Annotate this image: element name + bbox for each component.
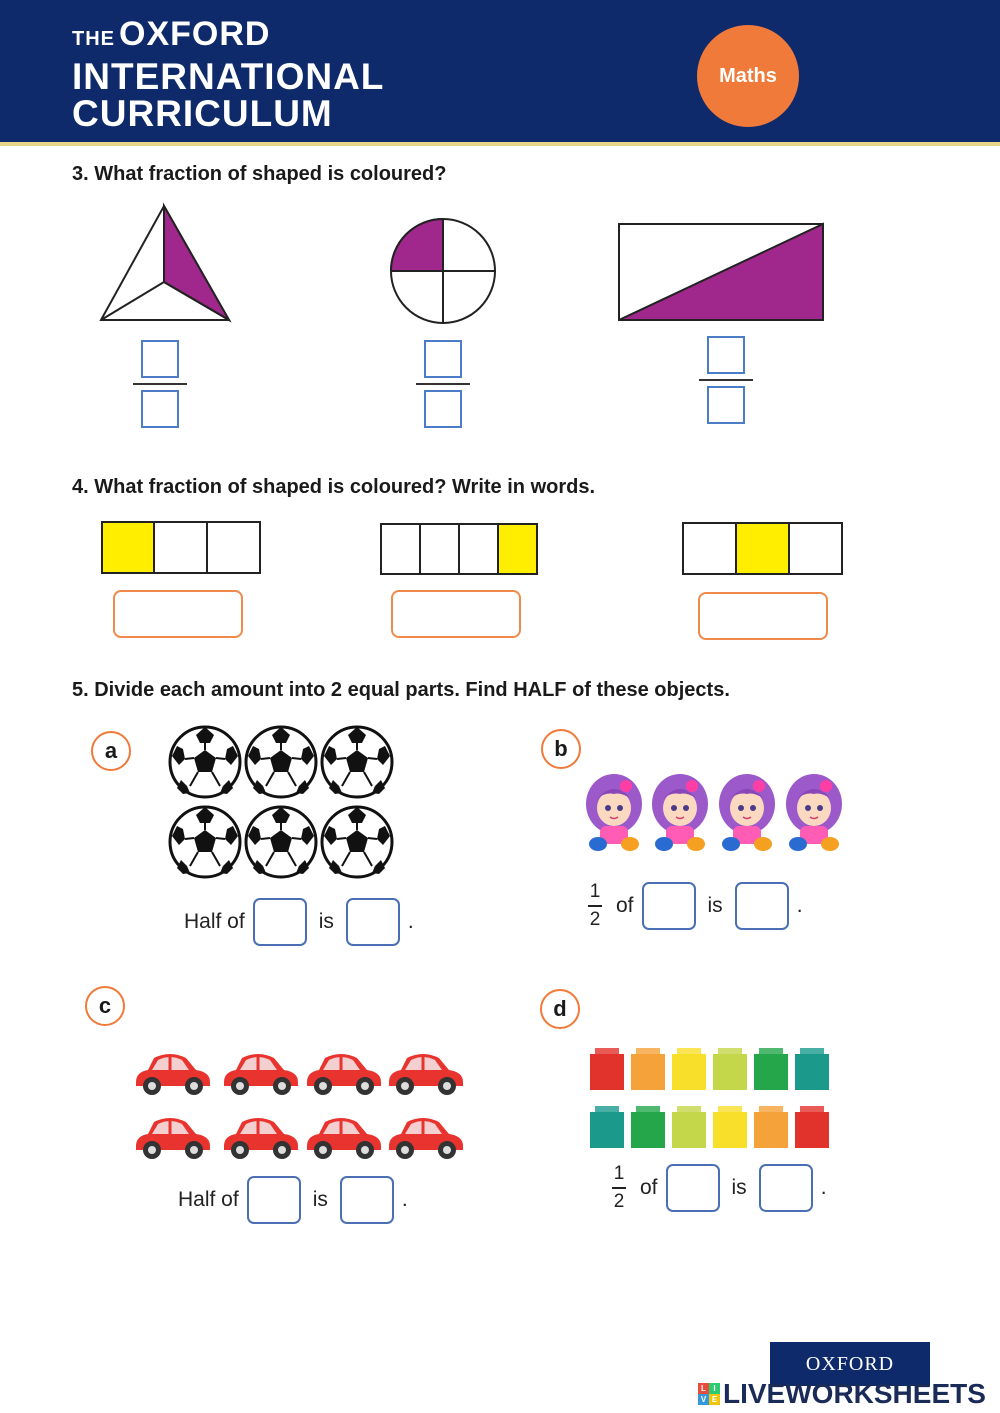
football-icon <box>246 727 316 797</box>
is-text: is <box>707 893 723 917</box>
car-icon <box>136 1054 210 1095</box>
liveworksheets-icon: L I V E <box>698 1383 720 1405</box>
period-text: . <box>407 910 414 933</box>
block-icon <box>754 1106 788 1148</box>
fraction-input-1 <box>133 340 187 432</box>
word-answer-input-3[interactable] <box>698 592 828 640</box>
blocks-group <box>588 1046 832 1150</box>
fraction-bar-2 <box>379 522 539 576</box>
numerator: 1 <box>589 881 601 902</box>
block-icon <box>631 1106 665 1148</box>
half-input[interactable] <box>340 1176 394 1224</box>
part-b-label: b <box>541 729 581 769</box>
numerator-input[interactable] <box>141 340 179 378</box>
half-of-text: Half of <box>184 910 245 933</box>
period-text: . <box>796 893 803 917</box>
question-5-title: 5. Divide each amount into 2 equal parts. Find HALF of these objects. <box>72 679 730 701</box>
is-text: is <box>731 1175 747 1199</box>
block-icon <box>672 1048 706 1090</box>
half-input[interactable] <box>735 882 789 930</box>
of-text: of <box>616 893 634 917</box>
header-banner <box>0 0 1000 146</box>
football-icon <box>322 807 392 877</box>
triangle-shape <box>98 202 232 324</box>
period-text: . <box>401 1188 408 1211</box>
one-half-fraction <box>588 881 602 931</box>
numerator: 1 <box>613 1163 625 1184</box>
block-icon <box>672 1106 706 1148</box>
doll-icon <box>786 774 842 851</box>
car-icon <box>307 1118 381 1159</box>
of-text: of <box>640 1175 658 1199</box>
total-input[interactable] <box>253 898 307 946</box>
car-icon <box>224 1054 298 1095</box>
part-a-sentence <box>184 898 414 946</box>
football-icon <box>170 807 240 877</box>
car-icon <box>224 1118 298 1159</box>
fraction-input-2 <box>416 340 470 432</box>
football-icon <box>246 807 316 877</box>
car-icon <box>389 1054 463 1095</box>
curriculum-logo <box>72 16 384 132</box>
liveworksheets-logo[interactable] <box>698 1378 986 1410</box>
block-icon <box>795 1106 829 1148</box>
half-input[interactable] <box>759 1164 813 1212</box>
block-icon <box>590 1048 624 1090</box>
fraction-bar <box>416 383 470 385</box>
denominator-input[interactable] <box>141 390 179 428</box>
numerator-input[interactable] <box>707 336 745 374</box>
denominator-input[interactable] <box>424 390 462 428</box>
doll-icon <box>652 774 708 851</box>
fraction-bar-1 <box>100 520 262 575</box>
total-input[interactable] <box>642 882 696 930</box>
part-b-sentence <box>588 881 803 931</box>
oxford-logo: OXFORD <box>770 1342 930 1386</box>
part-c-sentence <box>178 1176 408 1224</box>
block-icon <box>754 1048 788 1090</box>
question-4-title: 4. What fraction of shaped is coloured? Write in words. <box>72 476 596 498</box>
car-icon <box>136 1118 210 1159</box>
block-icon <box>795 1048 829 1090</box>
doll-icon <box>586 774 642 851</box>
logo-curriculum: CURRICULUM <box>72 93 333 134</box>
half-of-text: Half of <box>178 1188 239 1211</box>
is-text: is <box>318 910 334 933</box>
block-icon <box>713 1048 747 1090</box>
numerator-input[interactable] <box>424 340 462 378</box>
footballs-group <box>168 724 394 880</box>
denominator: 2 <box>613 1190 625 1212</box>
block-icon <box>713 1106 747 1148</box>
liveworksheets-text: LIVEWORKSHEETS <box>723 1378 986 1409</box>
doll-icon <box>719 774 775 851</box>
logo-oxford: OXFORD <box>119 15 271 53</box>
one-half-fraction <box>612 1163 626 1213</box>
period-text: . <box>820 1175 827 1199</box>
football-icon <box>170 727 240 797</box>
car-icon <box>307 1054 381 1095</box>
fraction-input-3 <box>699 336 753 428</box>
fraction-bar-3 <box>681 521 844 576</box>
denominator-input[interactable] <box>707 386 745 424</box>
denominator: 2 <box>589 908 601 930</box>
block-icon <box>631 1048 665 1090</box>
part-d-label: d <box>540 989 580 1029</box>
fraction-bar <box>699 379 753 381</box>
half-input[interactable] <box>346 898 400 946</box>
fraction-line <box>612 1187 626 1189</box>
circle-shape <box>388 216 498 326</box>
car-icon <box>389 1118 463 1159</box>
part-c-label: c <box>85 986 125 1026</box>
part-a-label: a <box>91 731 131 771</box>
total-input[interactable] <box>666 1164 720 1212</box>
part-d-sentence <box>612 1163 827 1213</box>
word-answer-input-2[interactable] <box>391 590 521 638</box>
fraction-bar <box>133 383 187 385</box>
total-input[interactable] <box>247 1176 301 1224</box>
fraction-line <box>588 905 602 907</box>
cars-group <box>132 1046 468 1166</box>
rectangle-shape <box>617 222 825 322</box>
is-text: is <box>312 1188 328 1211</box>
logo-international: INTERNATIONAL <box>72 56 385 97</box>
logo-the: THE <box>72 28 115 50</box>
question-3-title: 3. What fraction of shaped is coloured? <box>72 163 447 185</box>
word-answer-input-1[interactable] <box>113 590 243 638</box>
subject-badge: Maths <box>697 25 799 127</box>
dolls-group <box>584 772 846 852</box>
football-icon <box>322 727 392 797</box>
block-icon <box>590 1106 624 1148</box>
